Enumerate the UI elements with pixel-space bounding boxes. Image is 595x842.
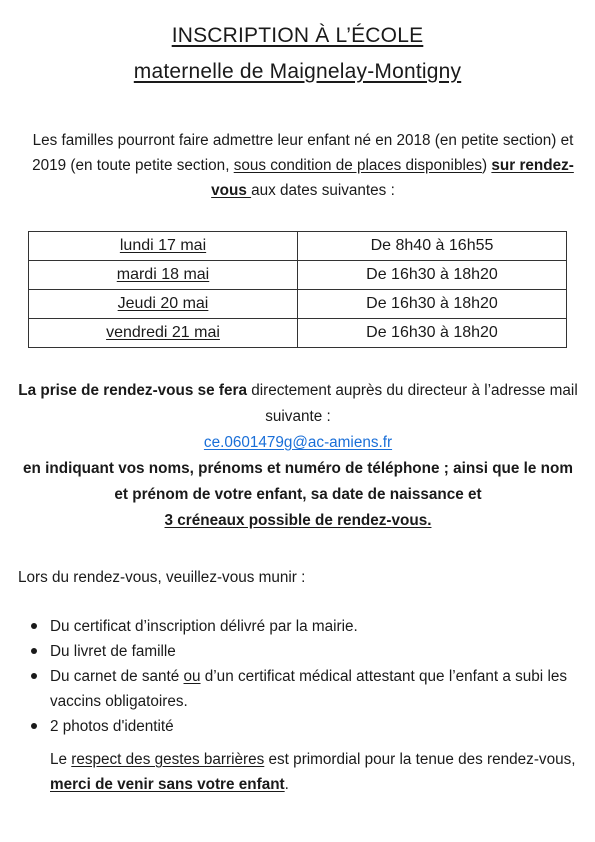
documents-list [22,614,582,739]
date-day: mardi 18 mai [116,266,210,283]
hours-cell: De 16h30 à 18h20 [298,261,567,290]
bullet-icon [31,723,37,729]
document-item-3a: Du carnet de santé [50,668,184,685]
dates-table [28,231,567,348]
intro-text-3: aux dates suivantes : [251,182,395,199]
list-item [22,639,582,664]
documents-intro: Lors du rendez-vous, veuillez-vous munir : [18,569,306,586]
list-item [22,614,582,639]
page-title: INSCRIPTION À L’ÉCOLE [171,24,424,47]
table-row [29,290,567,319]
intro-rdv: sur rendez-vous [211,157,574,199]
intro-text-1: Les familles pourront faire admettre leur enfant né en 2018 (en petite section) et 2019 (en toute petite section, [32,132,574,174]
appointment-text-1: directement auprès du directeur à l’adresse mail suivante : [246,382,578,425]
appointment-paragraph [16,378,580,534]
appointment-bold-2: en indiquant vos noms, prénoms et numéro de téléphone ; ainsi que le nom et prénom de votre enfant, sa date de naissance et [23,460,573,503]
bullet-icon [31,673,37,679]
document-item-2: Du livret de famille [50,643,176,660]
date-day: lundi 17 mai [119,237,207,254]
document-item-3-ou: ou [183,668,201,685]
appointment-bold-1: La prise de rendez-vous se fera [18,382,247,399]
date-cell [29,290,298,319]
intro-text-2: ) [482,157,492,174]
list-item [22,714,582,739]
date-cell [29,232,298,261]
intro-condition: sous condition de places disponibles [233,157,483,174]
date-cell [29,319,298,348]
table-row [29,319,567,348]
hours-cell: De 16h30 à 18h20 [298,319,567,348]
bullet-icon [31,623,37,629]
hours-cell: De 16h30 à 18h20 [298,290,567,319]
intro-paragraph [22,128,584,203]
table-row [29,232,567,261]
note-merci: merci de venir sans votre enfant [50,776,285,793]
hours-cell: De 8h40 à 16h55 [298,232,567,261]
bullet-icon [31,648,37,654]
page-subtitle: maternelle de Maignelay-Montigny [133,60,462,83]
note-paragraph [50,747,590,797]
document-item-4: 2 photos d'identité [50,718,174,735]
list-item [22,664,582,714]
date-day: vendredi 21 mai [106,324,220,341]
date-day: Jeudi 20 mai [117,295,209,312]
document-item-3b: d’un certificat médical attestant que l’enfant a subi les vaccins obligatoires. [50,668,568,710]
note-gestes: respect des gestes barrières [71,751,265,768]
note-text-3: . [284,776,289,793]
email-link[interactable]: ce.0601479g@ac-amiens.fr [203,434,393,451]
appointment-bold-3: 3 créneaux possible de rendez-vous. [164,512,432,529]
note-text-1: Le [50,751,72,768]
note-text-2: est primordial pour la tenue des rendez-vous, [264,751,576,768]
date-cell [29,261,298,290]
document-item-1: Du certificat d’inscription délivré par la mairie. [50,618,358,635]
table-row [29,261,567,290]
